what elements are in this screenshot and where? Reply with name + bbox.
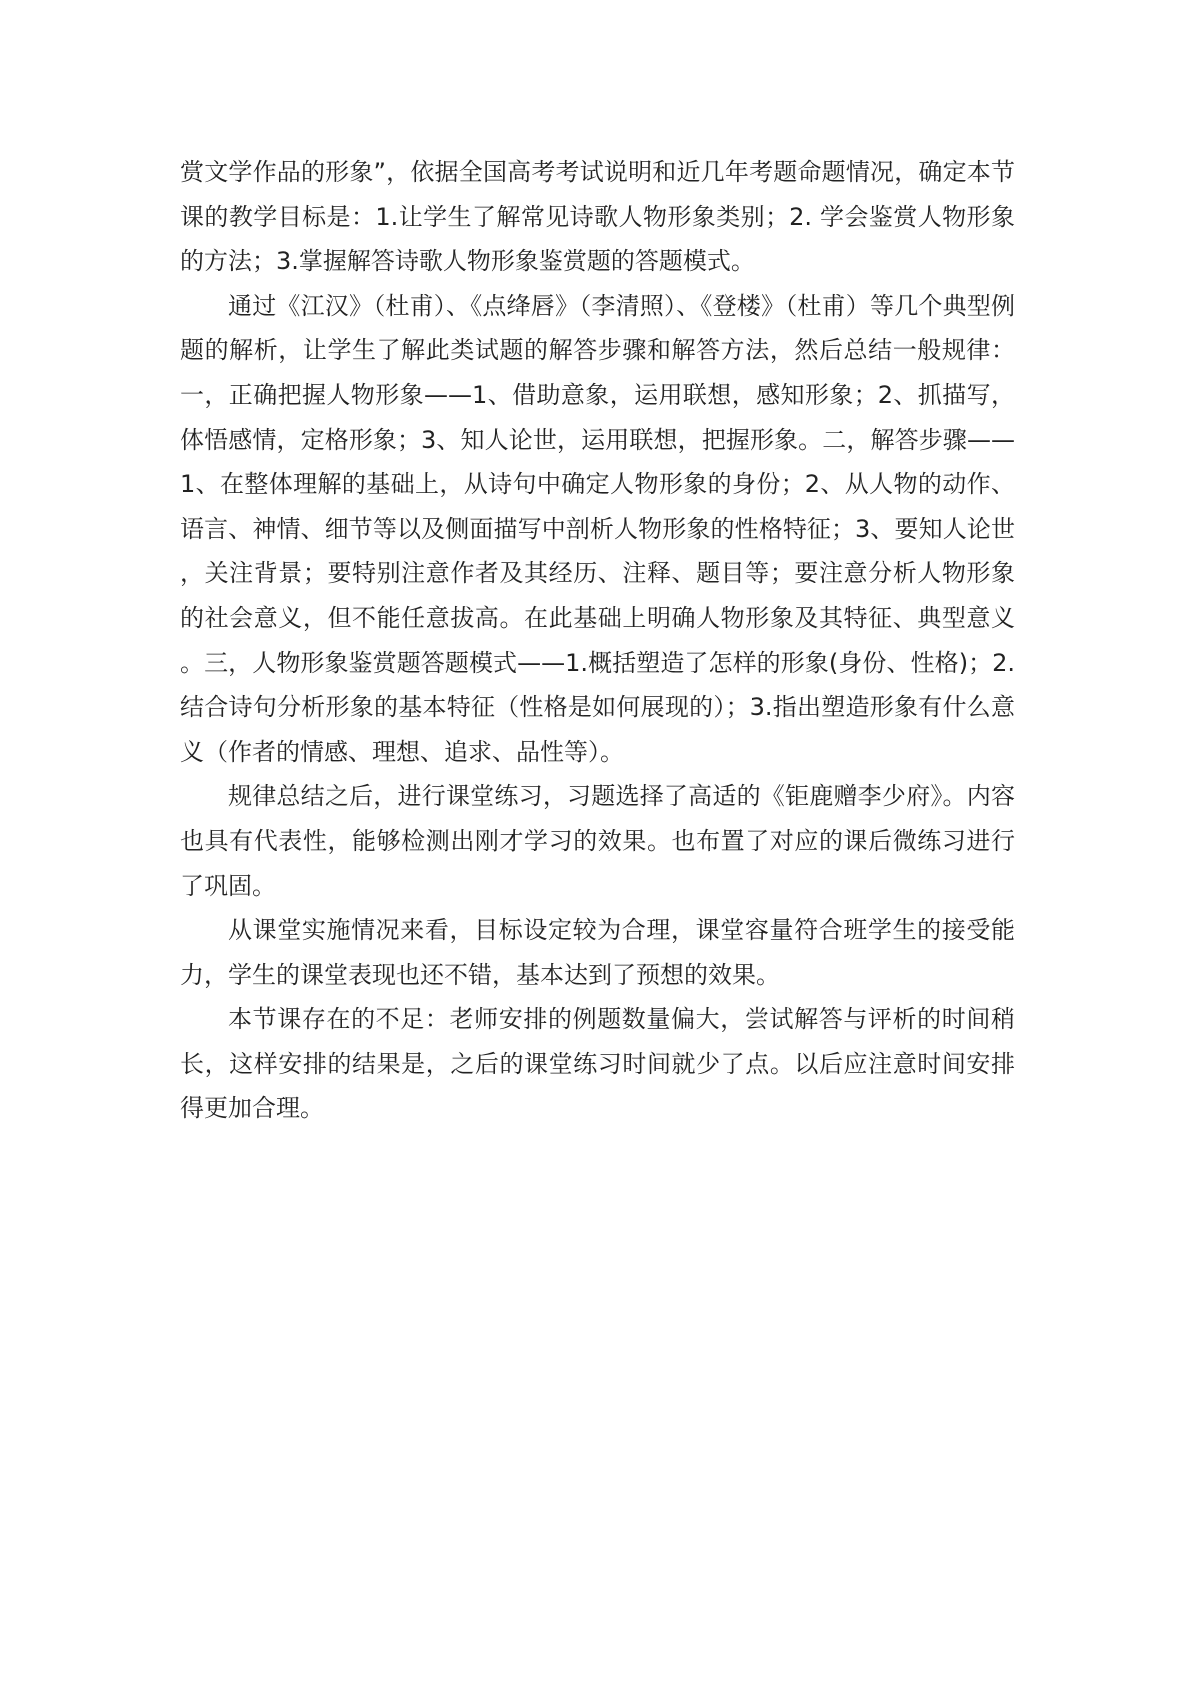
- document-body: [180, 150, 1015, 1131]
- paragraph-shortcomings: 本节课存在的不足：老师安排的例题数量偏大，尝试解答与评析的时间稍长，这样安排的结果是，之后的课堂练习时间就少了点。以后应注意时间安排得更加合理。: [180, 1005, 1015, 1123]
- paragraph-implementation-result: 从课堂实施情况来看，目标设定较为合理，课堂容量符合班学生的接受能力，学生的课堂表现也还不错，基本达到了预想的效果。: [180, 916, 1015, 989]
- paragraph-example-analysis: 通过《江汉》（杜甫）、《点绛唇》（李清照）、《登楼》（杜甫）等几个典型例题的解析，让学生了解此类试题的解答步骤和解答方法，然后总结一般规律：一，正确把握人物形象——1、借助意象，运用联想，感知形象；2、抓描写，体悟感情，定格形象；3、知人论世，运用联想，把握形象。二，解答步骤——1、在整体理解的基础上，从诗句中确定人物形象的身份；2、从人物的动作、语言、神情、细节等以及侧面描写中剖析人物形象的性格特征；3、要知人论世，关注背景；要特别注意作者及其经历、注释、题目等；要注意分析人物形象的社会意义，但不能任意拔高。在此基础上明确人物形象及其特征、典型意义。三，人物形象鉴赏题答题模式——1.概括塑造了怎样的形象(身份、性格)；2.结合诗句分析形象的基本特征（性格是如何展现的）；3.指出塑造形象有什么意义（作者的情感、理想、追求、品性等）。: [180, 291, 1015, 766]
- paragraph-teaching-goals: 赏文学作品的形象”，依据全国高考考试说明和近几年考题命题情况，确定本节课的教学目标是：1.让学生了解常见诗歌人物形象类别；2. 学会鉴赏人物形象的方法；3.掌握解答诗歌人物形象鉴赏题的答题模式。: [180, 158, 1015, 276]
- paragraph-classroom-practice: 规律总结之后，进行课堂练习，习题选择了高适的《钜鹿赠李少府》。内容也具有代表性，能够检测出刚才学习的效果。也布置了对应的课后微练习进行了巩固。: [180, 782, 1015, 900]
